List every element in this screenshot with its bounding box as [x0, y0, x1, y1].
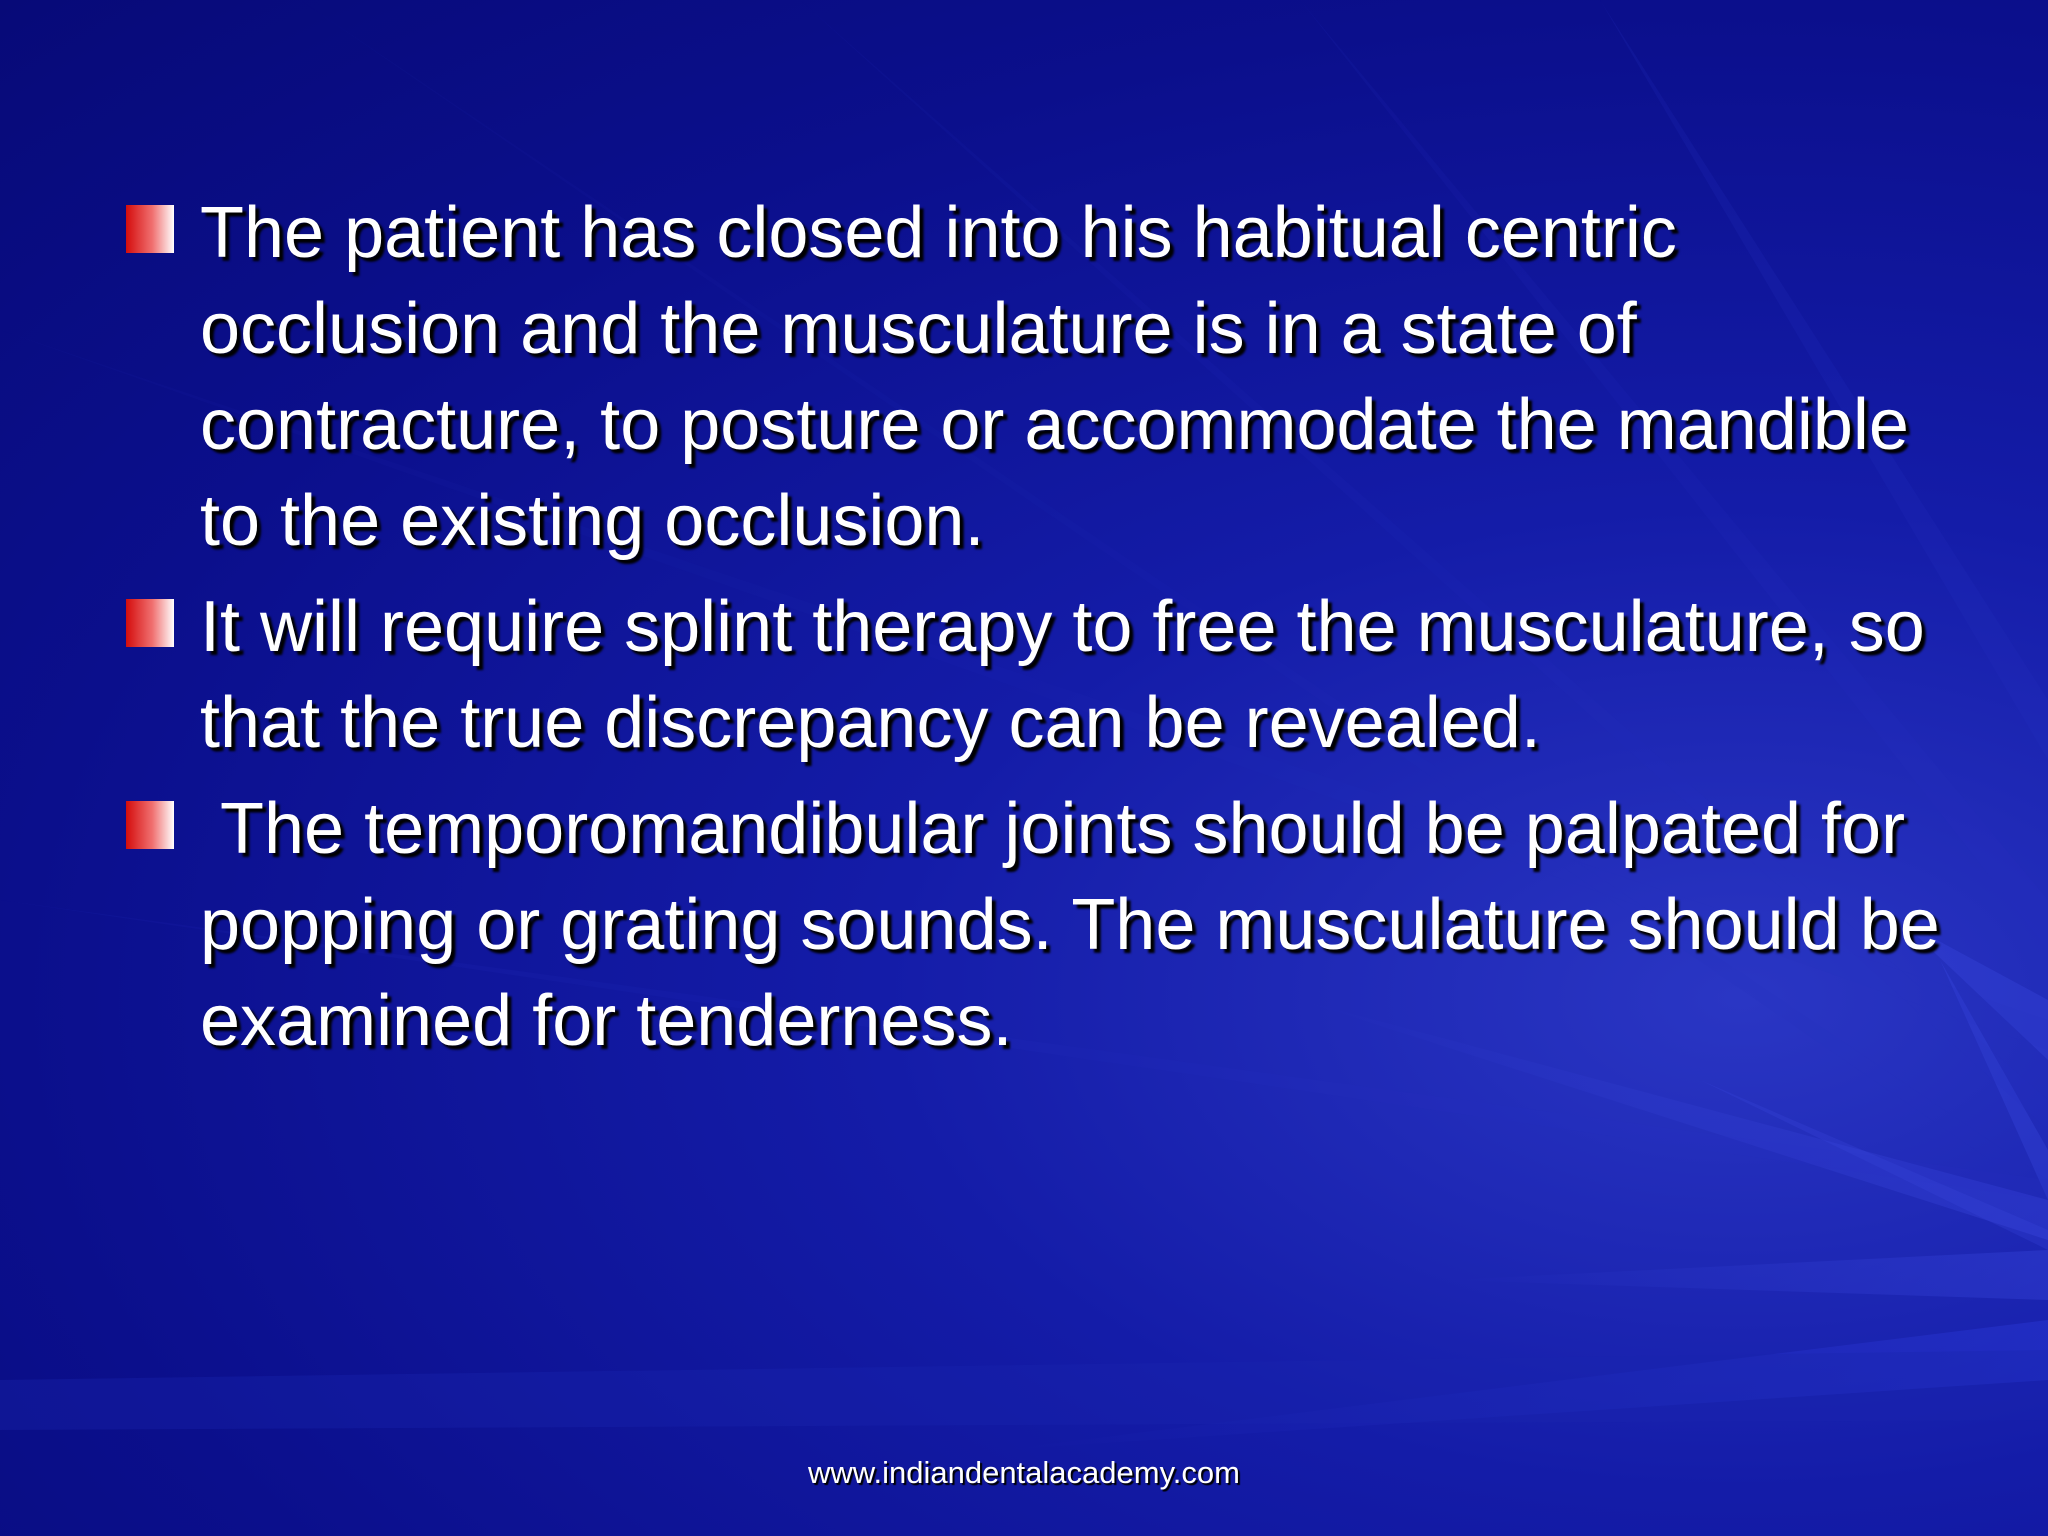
gradient-square-bullet-icon [126, 205, 174, 253]
bullet-item [126, 579, 1966, 771]
bullet-item [126, 781, 1966, 1069]
footer-url: www.indiandentalacademy.com [808, 1455, 1240, 1490]
bullet-text: It will require splint therapy to free the musculature, so that the true discrepancy can be revealed. [200, 587, 1945, 763]
bullet-text: The patient has closed into his habitual centric occlusion and the musculature is in a state of contracture, to posture or accommodate the mandible to the existing occlusion. [200, 193, 1929, 561]
bullet-text: The temporomandibular joints should be palpated for popping or grating sounds. The musculature should be examined for tenderness. [200, 789, 1960, 1061]
gradient-square-bullet-icon [126, 599, 174, 647]
bullet-item [126, 185, 1966, 569]
gradient-square-bullet-icon [126, 801, 174, 849]
bullet-list [126, 185, 1966, 1079]
